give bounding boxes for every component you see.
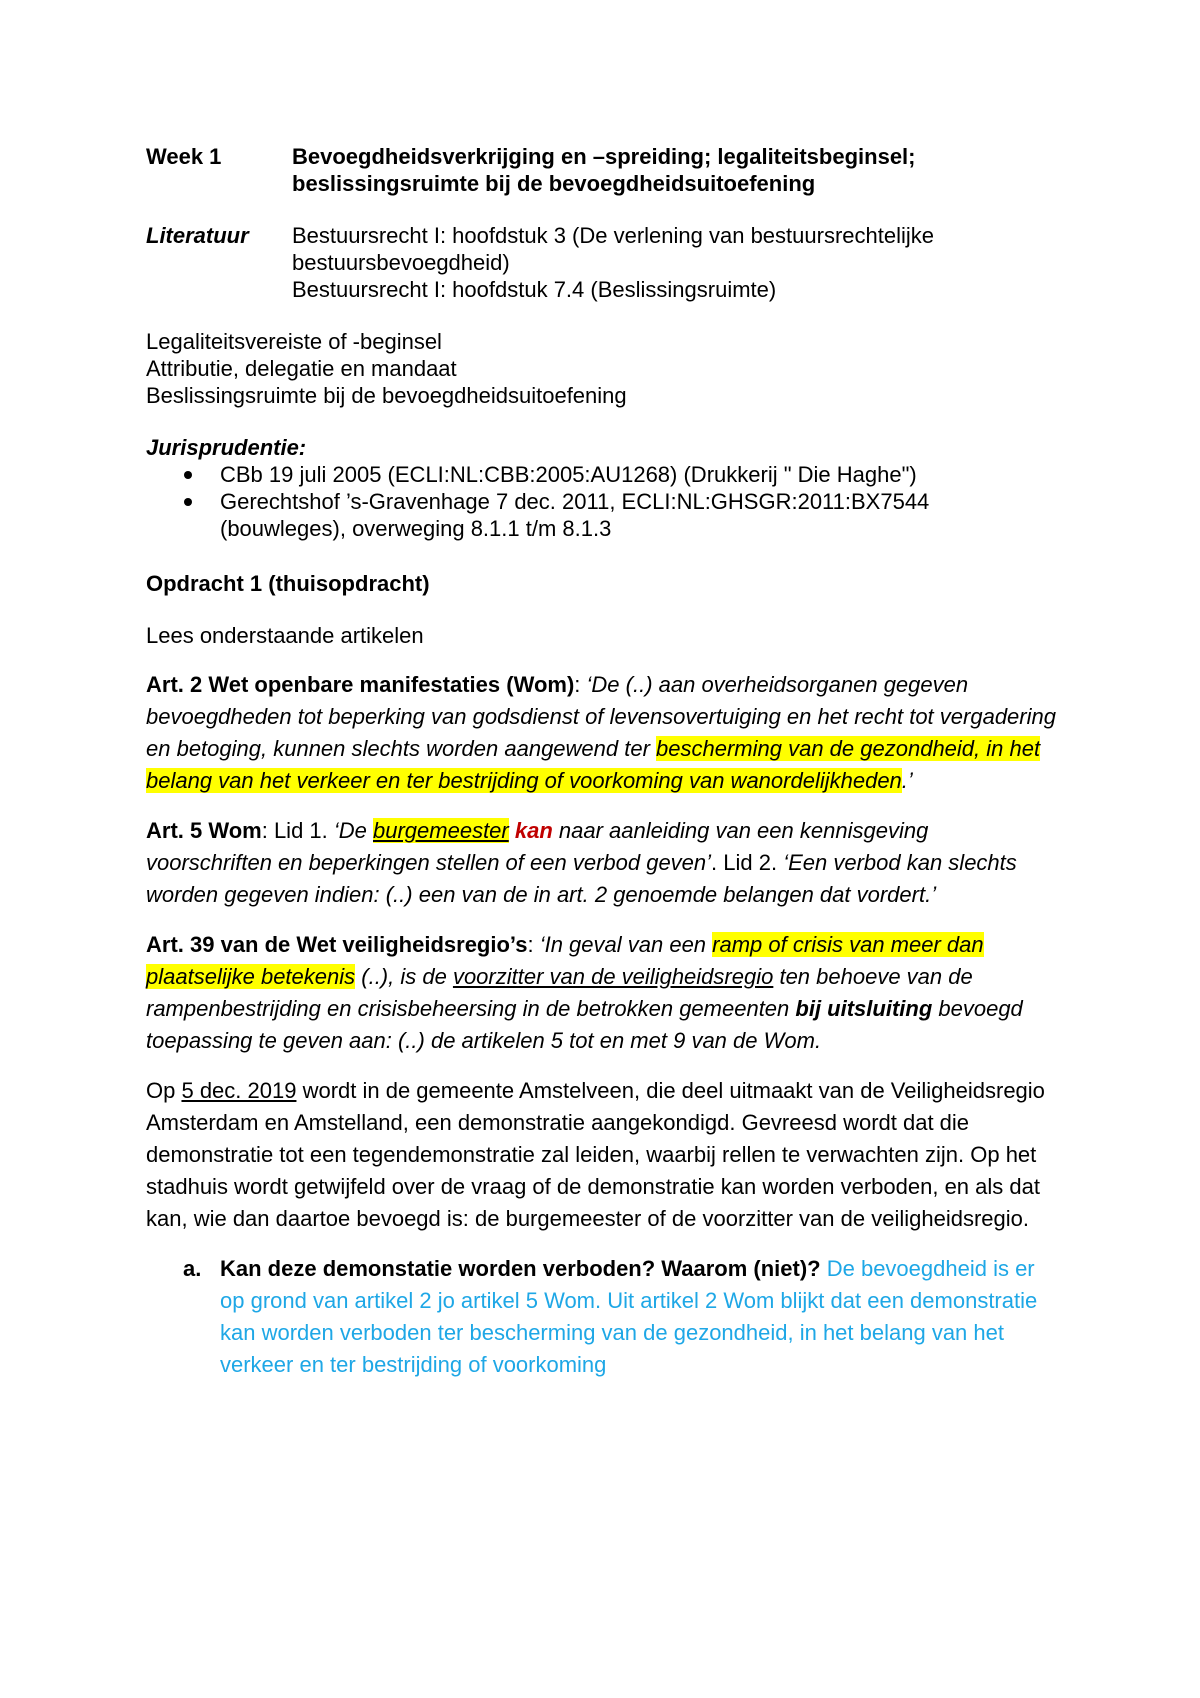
week-title-line2: beslissingsruimte bij de bevoegdheidsuitoefening — [292, 171, 816, 196]
case-paragraph: Op 5 dec. 2019 wordt in de gemeente Amstelveen, die deel uitmaakt van de Veiligheidsregio Amsterdam en Amstelland, een demonstratie aangekondigd. Gevreesd wordt dat die demonstratie tot een tegendemonstratie zal leiden, waarbij rellen te verwachten zijn. Op het stadhuis wordt getwijfeld over de vraag of de demonstratie kan worden verboden, en als dat kan, wie dan daartoe bevoegd is: de burgemeester of de voorzitter van de veiligheidsregio. — [146, 1078, 1045, 1231]
question-text: Kan deze demonstatie worden verboden? Waarom (niet)? — [220, 1256, 821, 1281]
week-title-line1: Bevoegdheidsverkrijging en –spreiding; legaliteitsbeginsel; — [292, 144, 916, 169]
answer-text: De bevoegdheid is er op grond van artikel 2 jo artikel 5 Wom. Uit artikel 2 Wom blijkt dat een demonstratie kan worden verboden ter bescherming van de gezondheid, in het belang van het verkeer en ter bestrijding of voorkoming — [220, 1256, 1038, 1377]
jurisprudence-item: Gerechtshof ’s-Gravenhage 7 dec. 2011, ECLI:NL:GHSGR:2011:BX7544 (bouwleges), overweging 8.1.1 t/m 8.1.3 — [146, 488, 1060, 542]
bullet-icon — [184, 498, 192, 506]
bullet-icon — [184, 471, 192, 479]
literature-label: Literatuur — [146, 223, 249, 248]
case-date: 5 dec. 2019 — [181, 1078, 297, 1103]
topic-item: Attributie, delegatie en mandaat — [146, 356, 457, 381]
highlighted-text: bescherming van de gezondheid, in het belang van het verkeer en ter bestrijding of voorkoming van wanordelijkheden — [146, 736, 1041, 793]
topics-block — [146, 328, 1060, 409]
literature-list — [292, 222, 934, 303]
article-5-paragraph: Art. 5 Wom: Lid 1. ‘De burgemeester kan naar aanleiding van een kennisgeving voorschriften en beperkingen stellen of een verbod geven’. Lid 2. ‘Een verbod kan slechts worden gegeven indien: (..) een van de in art. 2 genoemde belangen dat vordert.’ — [146, 818, 1017, 907]
jurisprudence-item: CBb 19 juli 2005 (ECLI:NL:CBB:2005:AU1268) (Drukkerij " Die Haghe") — [146, 461, 1060, 488]
week-header — [146, 143, 1060, 197]
literature-line: bestuursbevoegdheid) — [292, 250, 510, 275]
question-body — [220, 1253, 1060, 1381]
topic-item: Legaliteitsvereiste of -beginsel — [146, 329, 442, 354]
bold-text: bij uitsluiting — [795, 996, 933, 1021]
jurisprudence-list — [146, 461, 1060, 542]
week-label: Week 1 — [146, 144, 222, 169]
jurisprudence-heading: Jurisprudentie: — [146, 435, 307, 460]
literature-block — [146, 222, 1060, 303]
jurisprudence-block — [146, 434, 1060, 542]
highlighted-text: burgemeester — [373, 818, 509, 843]
assignment-heading: Opdracht 1 (thuisopdracht) — [146, 571, 430, 596]
question-a — [146, 1253, 1060, 1381]
week-title — [292, 143, 916, 197]
article-ref: Art. 39 van de Wet veiligheidsregio’s — [146, 932, 528, 957]
underlined-text: voorzitter van de veiligheidsregio — [452, 964, 774, 989]
assignment-intro: Lees onderstaande artikelen — [146, 623, 424, 648]
article-ref: Art. 2 Wet openbare manifestaties (Wom) — [146, 672, 575, 697]
literature-line: Bestuursrecht I: hoofdstuk 7.4 (Beslissingsruimte) — [292, 277, 777, 302]
question-label: a. — [183, 1256, 202, 1281]
topic-item: Beslissingsruimte bij de bevoegdheidsuitoefening — [146, 383, 627, 408]
article-39-paragraph: Art. 39 van de Wet veiligheidsregio’s: ‘In geval van een ramp of crisis van meer dan plaatselijke betekenis (..), is de voorzitter van de veiligheidsregio ten behoeve van de rampenbestrijding en crisisbeheersing in de betrokken gemeenten bij uitsluiting bevoegd toepassing te geven aan: (..) de artikelen 5 tot en met 9 van de Wom. — [146, 932, 1023, 1053]
emphasis-text: kan — [514, 818, 553, 843]
article-2-paragraph: Art. 2 Wet openbare manifestaties (Wom): ‘De (..) aan overheidsorganen gegeven bevoegdheden tot beperking van godsdienst of levensovertuiging en het recht tot vergadering en betoging, kunnen slechts worden aangewend ter bescherming van de gezondheid, in het belang van het verkeer en ter bestrijding of voorkoming van wanordelijkheden.’ — [146, 672, 1056, 793]
article-ref: Art. 5 Wom — [146, 818, 262, 843]
highlighted-text: ramp of crisis van meer dan plaatselijke betekenis — [146, 932, 984, 989]
literature-line: Bestuursrecht I: hoofdstuk 3 (De verlening van bestuursrechtelijke — [292, 223, 934, 248]
